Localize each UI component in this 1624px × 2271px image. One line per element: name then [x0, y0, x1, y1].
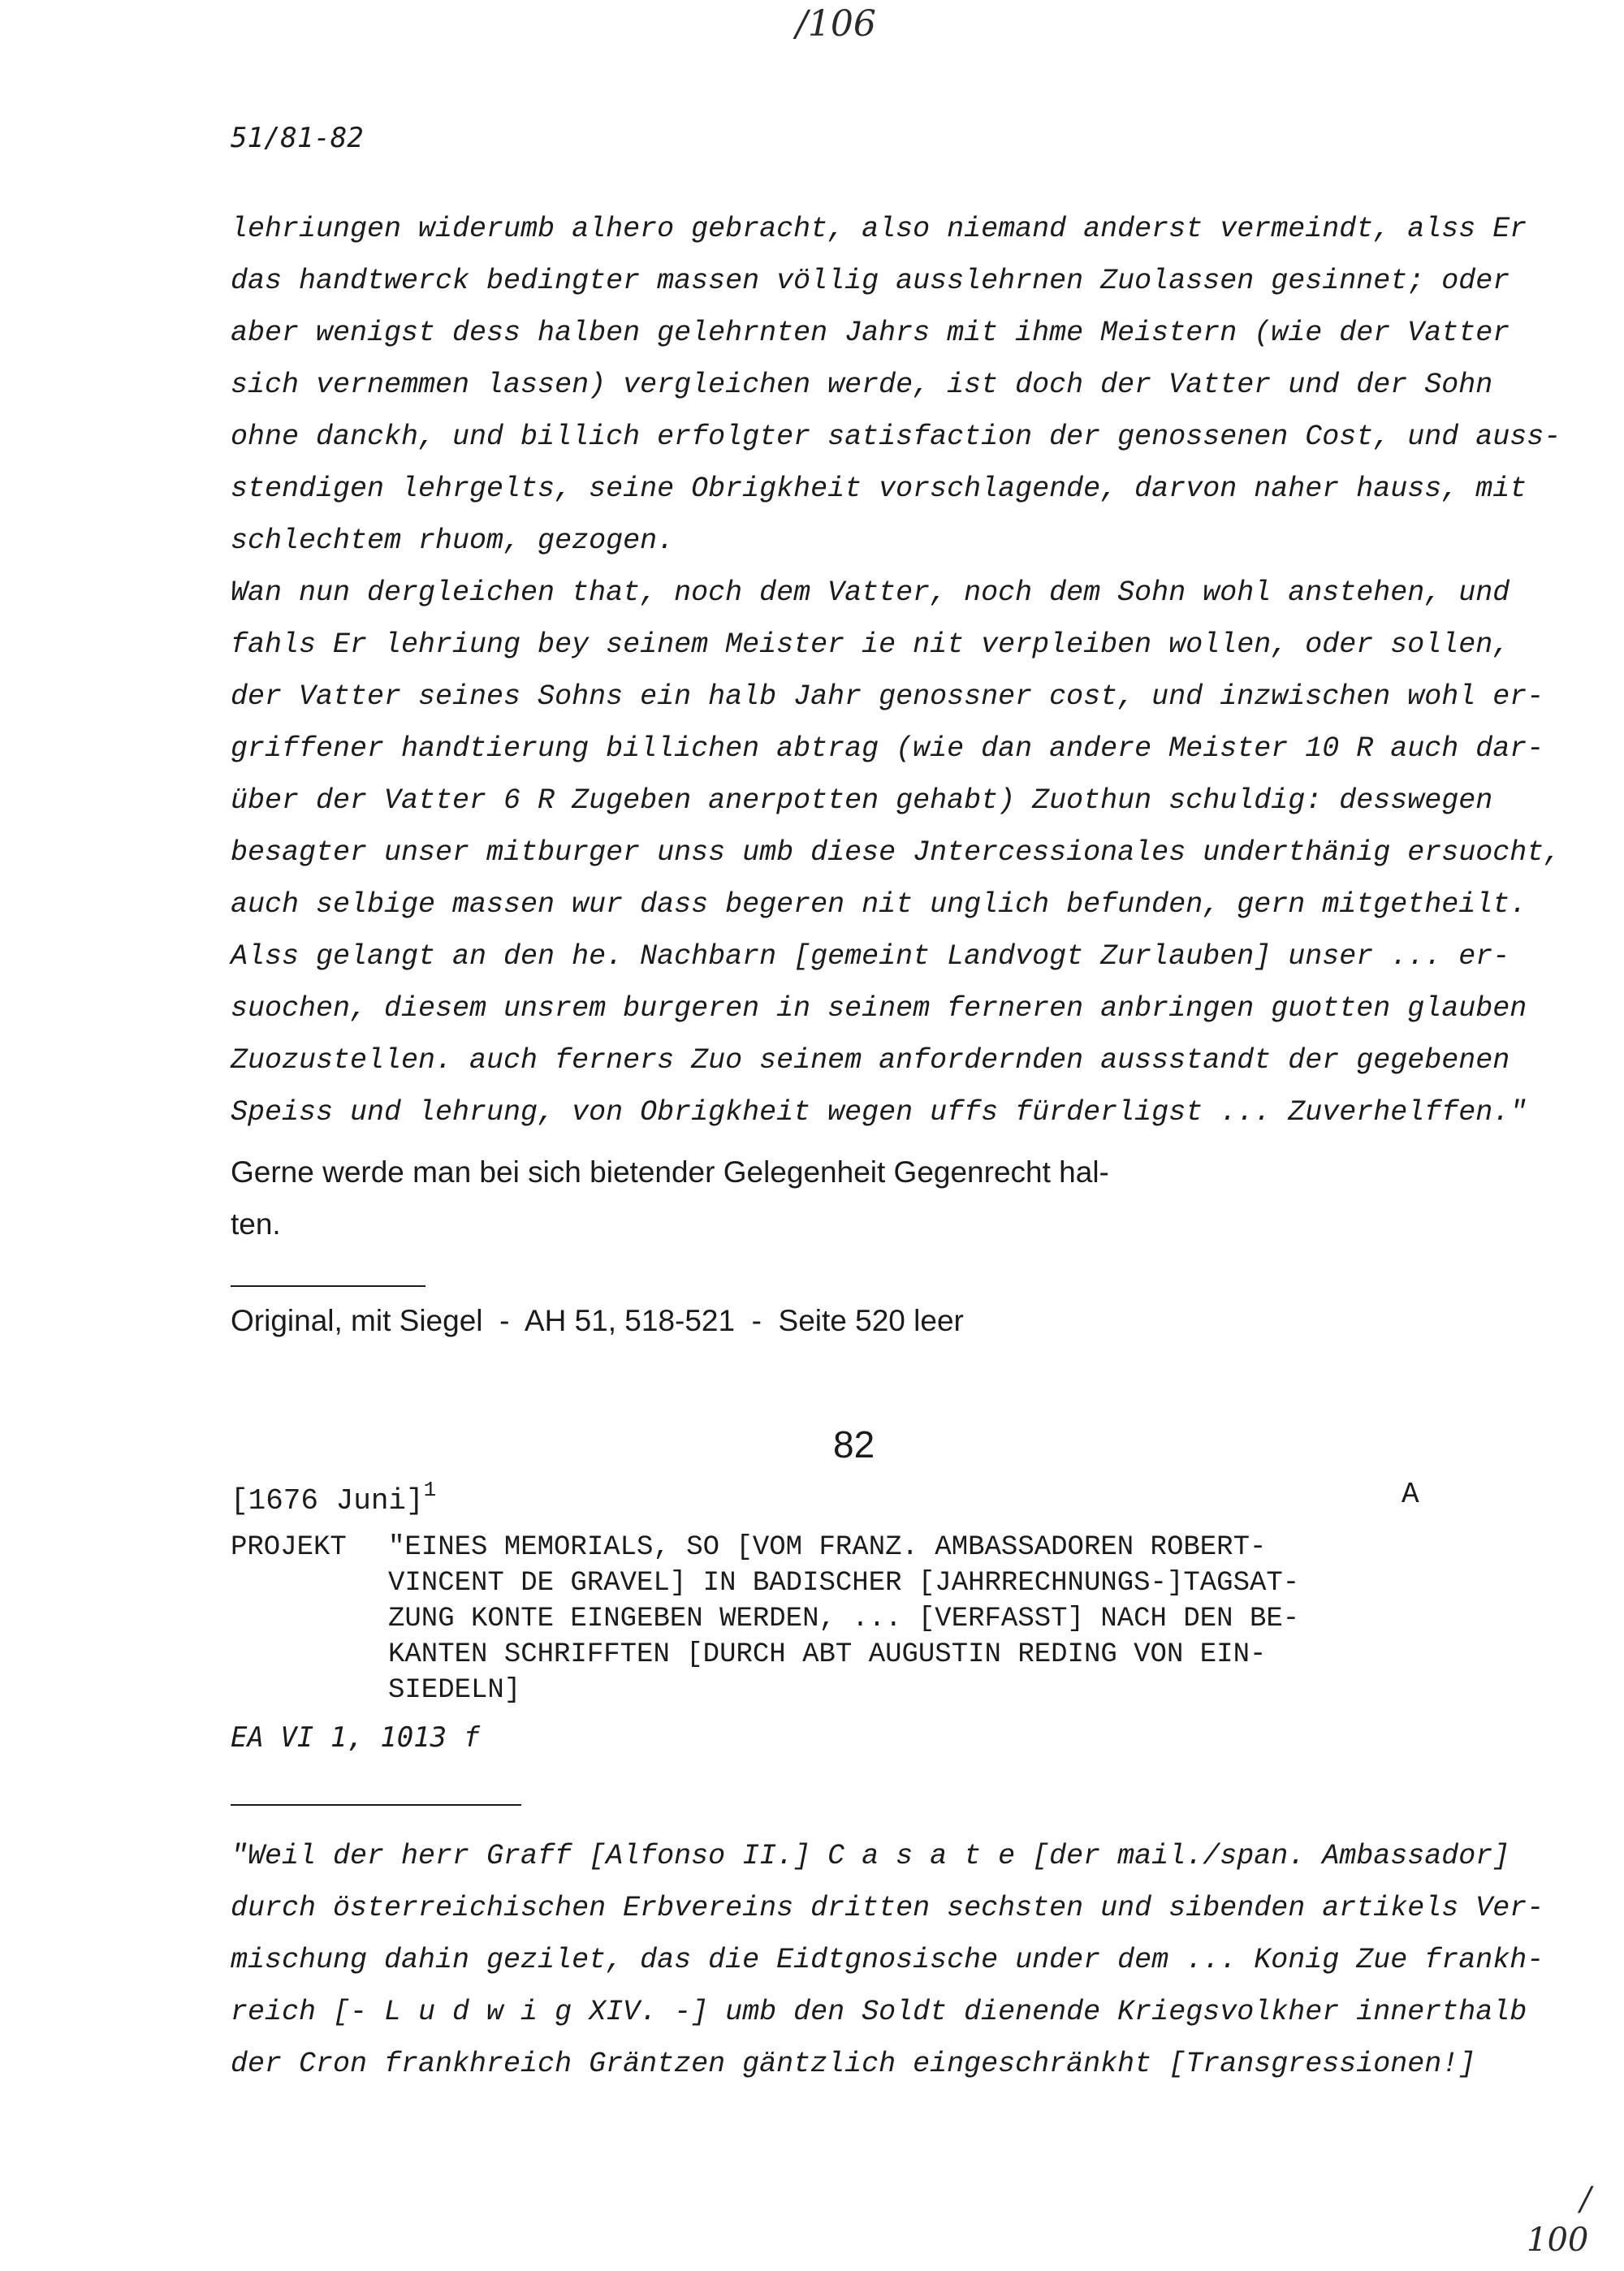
summary-line: Gerne werde man bei sich bietender Gelegenheit Gegenrecht hal-: [231, 1155, 1109, 1189]
quote-block: [231, 203, 1561, 1138]
section-rule: [231, 1804, 521, 1806]
quote-line: auch selbige massen wur dass begeren nit unglich befunden, gern mitgetheilt.: [231, 888, 1527, 921]
quote-line: der Vatter seines Sohns ein halb Jahr genossner cost, und inzwischen wohl er-: [231, 680, 1544, 713]
quote2-line: mischung dahin gezilet, das die Eidtgnosische under dem ... Konig Zue frankh-: [231, 1944, 1544, 1976]
quote-line: suochen, diesem unsrem burgeren in seinem ferneren anbringen guotten glauben: [231, 992, 1527, 1025]
reference-number: 51/81-82: [231, 122, 364, 154]
summary-line: ten.: [231, 1207, 281, 1241]
date-text: [1676 Juni]: [231, 1484, 424, 1518]
quote-line: griffener handtierung billichen abtrag (wie dan andere Meister 10 R auch dar-: [231, 732, 1544, 765]
quote2-line: "Weil der herr Graff [Alfonso II.] C a s a t e [der mail./span. Ambassador]: [231, 1840, 1510, 1872]
handwritten-folio-bottom: 100: [1527, 2221, 1589, 2259]
projekt-title-line: ZUNG KONTE EINGEBEN WERDEN, ... [VERFASST] NACH DEN BE-: [388, 1604, 1300, 1634]
quote-line: Alss gelangt an den he. Nachbarn [gemeint Landvogt Zurlauben] unser ... er-: [231, 940, 1510, 973]
date-footnote-marker: 1: [423, 1478, 437, 1502]
quote-line: Zuozustellen. auch ferners Zuo seinem anfordernden aussstandt der gegebenen: [231, 1044, 1510, 1077]
quote-line: ohne danckh, und billich erfolgter satisfaction der genossenen Cost, und auss-: [231, 421, 1561, 453]
projekt-title-line: SIEDELN]: [388, 1675, 521, 1706]
document-date: [231, 1478, 436, 1518]
quote-line: Speiss und lehrung, von Obrigkheit wegen uffs fürderligst ... Zuverhelffen.": [231, 1096, 1527, 1129]
summary-block: [231, 1146, 1109, 1250]
quote-line: besagter unser mitburger unss umb diese Jntercessionales underthänig ersuocht,: [231, 836, 1561, 869]
quote2-line: durch österreichischen Erbvereins dritten sechsten und sibenden artikels Ver-: [231, 1892, 1544, 1924]
document-number: 82: [833, 1423, 875, 1466]
quote-line: schlechtem rhuom, gezogen.: [231, 525, 675, 557]
source-note: Original, mit Siegel - AH 51, 518-521 - Seite 520 leer: [231, 1304, 964, 1337]
quote-line: stendigen lehrgelts, seine Obrigkheit vorschlagende, darvon naher hauss, mit: [231, 473, 1527, 505]
ea-reference: EA VI 1, 1013 f: [231, 1721, 481, 1754]
quote2-line: der Cron frankhreich Gräntzen gäntzlich eingeschränkht [Transgressionen!]: [231, 2048, 1476, 2080]
quote-line: sich vernemmen lassen) vergleichen werde, ist doch der Vatter und der Sohn: [231, 369, 1493, 401]
quote2-line: reich [- L u d w i g XIV. -] umb den Soldt dienende Kriegsvolkher innerthalb: [231, 1996, 1527, 2028]
quote2-block: [231, 1830, 1544, 2090]
projekt-label: PROJEKT: [231, 1532, 347, 1563]
projekt-title-line: "EINES MEMORIALS, SO [VOM FRANZ. AMBASSADOREN ROBERT-: [388, 1532, 1267, 1563]
handwritten-mark-bottom: /: [1580, 2181, 1592, 2218]
quote-line: lehriungen widerumb alhero gebracht, also niemand anderst vermeindt, alss Er: [231, 213, 1527, 245]
projekt-title-line: KANTEN SCHRIFFTEN [DURCH ABT AUGUSTIN REDING VON EIN-: [388, 1639, 1267, 1670]
letter-code: A: [1402, 1478, 1419, 1511]
quote-line: Wan nun dergleichen that, noch dem Vatter, noch dem Sohn wohl anstehen, und: [231, 576, 1510, 609]
handwritten-folio-top: /106: [796, 3, 876, 45]
quote-line: fahls Er lehriung bey seinem Meister ie nit verpleiben wollen, oder sollen,: [231, 628, 1510, 661]
quote-line: aber wenigst dess halben gelehrnten Jahrs mit ihme Meistern (wie der Vatter: [231, 317, 1510, 349]
quote-line: das handtwerck bedingter massen völlig ausslehrnen Zuolassen gesinnet; oder: [231, 265, 1510, 297]
projekt-title-block: [388, 1530, 1299, 1708]
projekt-title-line: VINCENT DE GRAVEL] IN BADISCHER [JAHRRECHNUNGS-]TAGSAT-: [388, 1568, 1300, 1599]
footnote-rule: [231, 1285, 425, 1287]
quote-line: über der Vatter 6 R Zugeben anerpotten gehabt) Zuothun schuldig: desswegen: [231, 784, 1493, 817]
